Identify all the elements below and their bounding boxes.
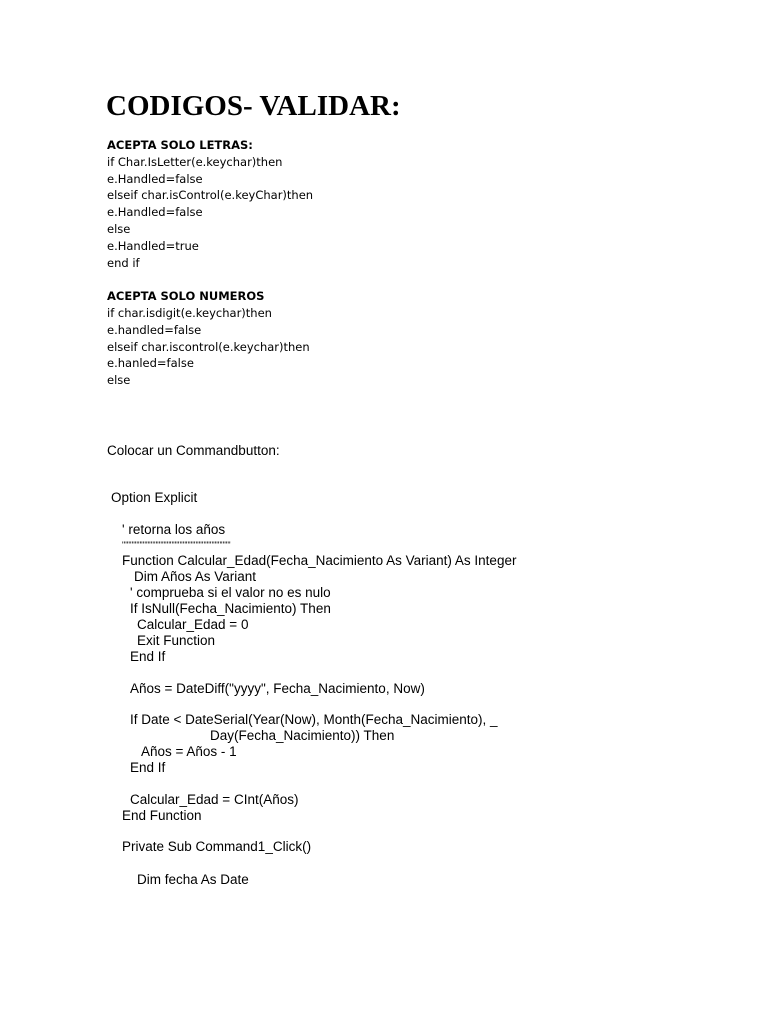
code-line: Dim Años As Variant — [134, 569, 257, 584]
code-line: Option Explicit — [111, 490, 198, 505]
code-line: Function Calcular_Edad(Fecha_Nacimiento As Variant) As Integer — [122, 553, 517, 568]
page-title: CODIGOS- VALIDAR: — [106, 90, 401, 122]
code-line: End If — [130, 760, 166, 775]
section-heading-numbers: ACEPTA SOLO NUMEROS — [107, 289, 265, 304]
code-line: End If — [130, 649, 166, 664]
code-line: Años = DateDiff("yyyy", Fecha_Nacimiento, Now) — [130, 681, 425, 696]
code-comment: ' retorna los años — [122, 522, 226, 537]
section-letters-numbers — [107, 137, 313, 389]
code-line: e.hanled=false — [107, 356, 194, 371]
code-line: Dim fecha As Date — [137, 872, 249, 887]
code-line: Calcular_Edad = 0 — [137, 617, 249, 632]
code-line: Private Sub Command1_Click() — [122, 839, 312, 854]
code-line: end if — [107, 255, 140, 270]
code-line: if Char.IsLetter(e.keychar)then — [107, 154, 283, 169]
code-line: elseif char.iscontrol(e.keychar)then — [107, 339, 310, 354]
code-line: Calcular_Edad = CInt(Años) — [130, 792, 299, 807]
code-line: e.handled=false — [107, 322, 202, 337]
code-line: e.Handled=false — [107, 205, 203, 220]
code-line: else — [107, 373, 131, 388]
code-line: e.Handled=false — [107, 171, 203, 186]
code-line: End Function — [122, 808, 202, 823]
code-line: e.Handled=true — [107, 238, 199, 253]
code-line: elseif char.isControl(e.keyChar)then — [107, 188, 314, 203]
code-line: If Date < DateSerial(Year(Now), Month(Fecha_Nacimiento), _ — [130, 712, 498, 727]
code-line: Exit Function — [137, 633, 216, 648]
spacer — [107, 271, 313, 288]
code-line: Day(Fecha_Nacimiento)) Then — [210, 728, 395, 743]
section-heading-letters: ACEPTA SOLO LETRAS: — [107, 138, 253, 152]
code-line: else — [107, 221, 131, 236]
code-comment: ' comprueba si el valor no es nulo — [130, 585, 331, 600]
code-line: Años = Años - 1 — [141, 744, 237, 759]
code-comment-quotes: """""""""""""""""""""""""""""""""" — [122, 540, 231, 550]
code-line: if char.isdigit(e.keychar)then — [107, 305, 272, 320]
code-line: If IsNull(Fecha_Nacimiento) Then — [130, 601, 331, 616]
intro-text: Colocar un Commandbutton: — [107, 443, 280, 458]
